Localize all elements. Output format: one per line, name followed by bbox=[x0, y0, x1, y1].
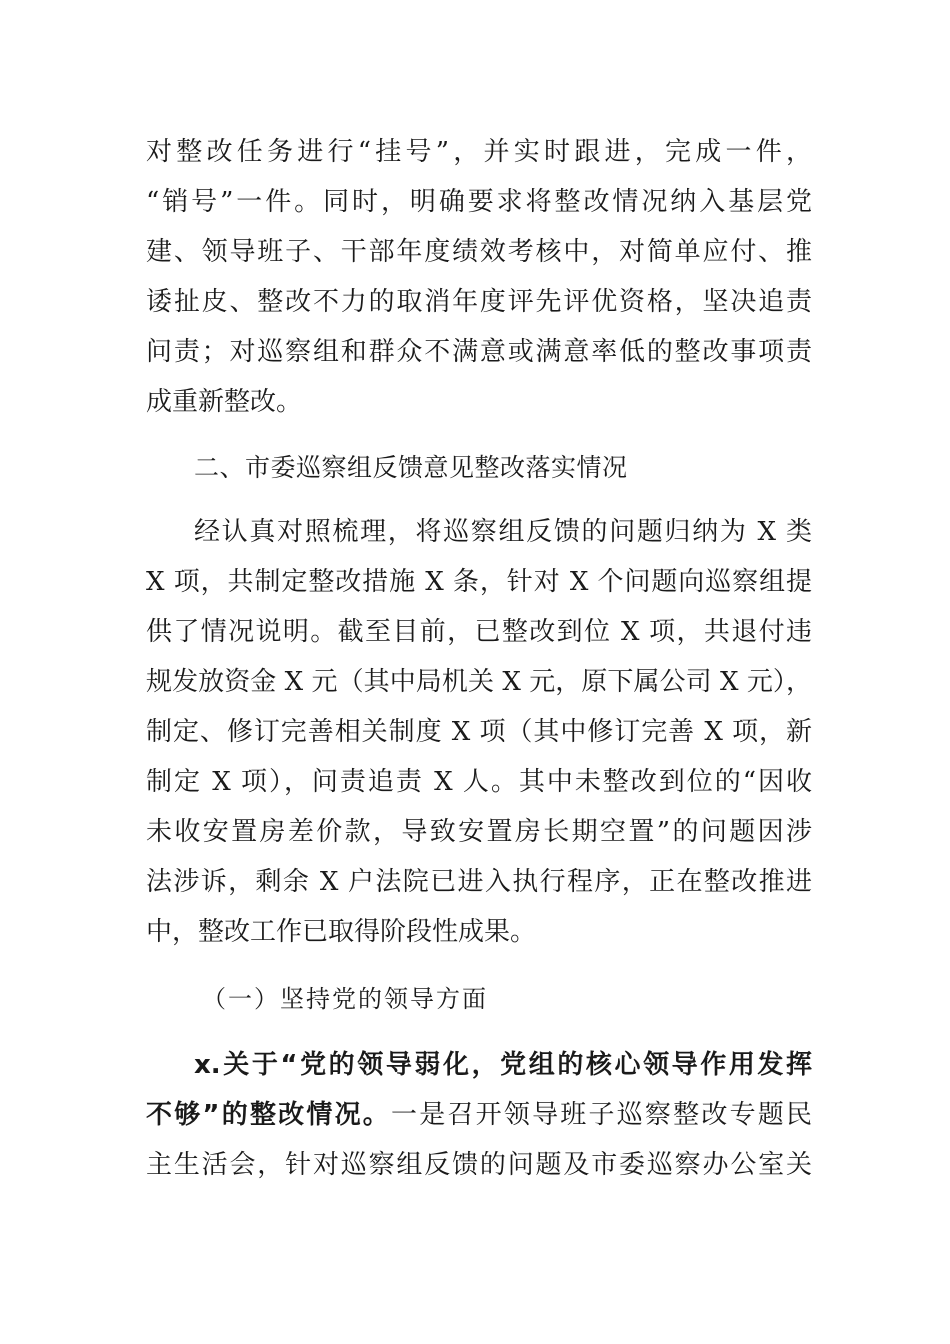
paragraph-line: 中，整改工作已取得阶段性成果。 bbox=[146, 917, 537, 947]
paragraph-line: 诿扯皮、整改不力的取消年度评先评优资格，坚决追责 bbox=[146, 287, 812, 317]
paragraph-line: 供了情况说明。截至目前，已整改到位 X 项，共退付违 bbox=[146, 617, 812, 647]
paragraph-line: 规发放资金 X 元（其中局机关 X 元，原下属公司 X 元）， bbox=[146, 667, 812, 697]
paragraph-line: 制定 X 项），问责追责 X 人。其中未整改到位的“因收 bbox=[146, 767, 812, 797]
paragraph-line: 经认真对照梳理，将巡察组反馈的问题归纳为 X 类 bbox=[194, 517, 812, 547]
paragraph-line: 未收安置房差价款，导致安置房长期空置”的问题因涉 bbox=[146, 817, 812, 847]
paragraph-line: 对整改任务进行“挂号”，并实时跟进，完成一件， bbox=[146, 137, 812, 167]
paragraph-line: “销号”一件。同时，明确要求将整改情况纳入基层党 bbox=[146, 187, 812, 217]
paragraph-line: 主生活会，针对巡察组反馈的问题及市委巡察办公室关 bbox=[146, 1150, 812, 1180]
paragraph-line: 建、领导班子、干部年度绩效考核中，对简单应付、推 bbox=[146, 237, 812, 267]
item-title-end: 不够”的整改情况。 bbox=[146, 1100, 392, 1130]
paragraph-text: 一是召开领导班子巡察整改专题民 bbox=[391, 1100, 812, 1130]
paragraph-line bbox=[146, 1095, 812, 1135]
section-heading: 二、市委巡察组反馈意见整改落实情况 bbox=[194, 453, 628, 482]
paragraph-line: 制定、修订完善相关制度 X 项（其中修订完善 X 项，新 bbox=[146, 717, 812, 747]
paragraph-line: 成重新整改。 bbox=[146, 387, 303, 417]
item-title: x.关于“党的领导弱化，党组的核心领导作用发挥 bbox=[194, 1050, 812, 1080]
paragraph-line: 法涉诉，剩余 X 户法院已进入执行程序，正在整改推进 bbox=[146, 867, 812, 897]
subsection-heading: （一）坚持党的领导方面 bbox=[202, 985, 488, 1013]
paragraph-line: 问责；对巡察组和群众不满意或满意率低的整改事项责 bbox=[146, 337, 812, 367]
paragraph-line: X 项，共制定整改措施 X 条，针对 X 个问题向巡察组提 bbox=[146, 567, 812, 597]
